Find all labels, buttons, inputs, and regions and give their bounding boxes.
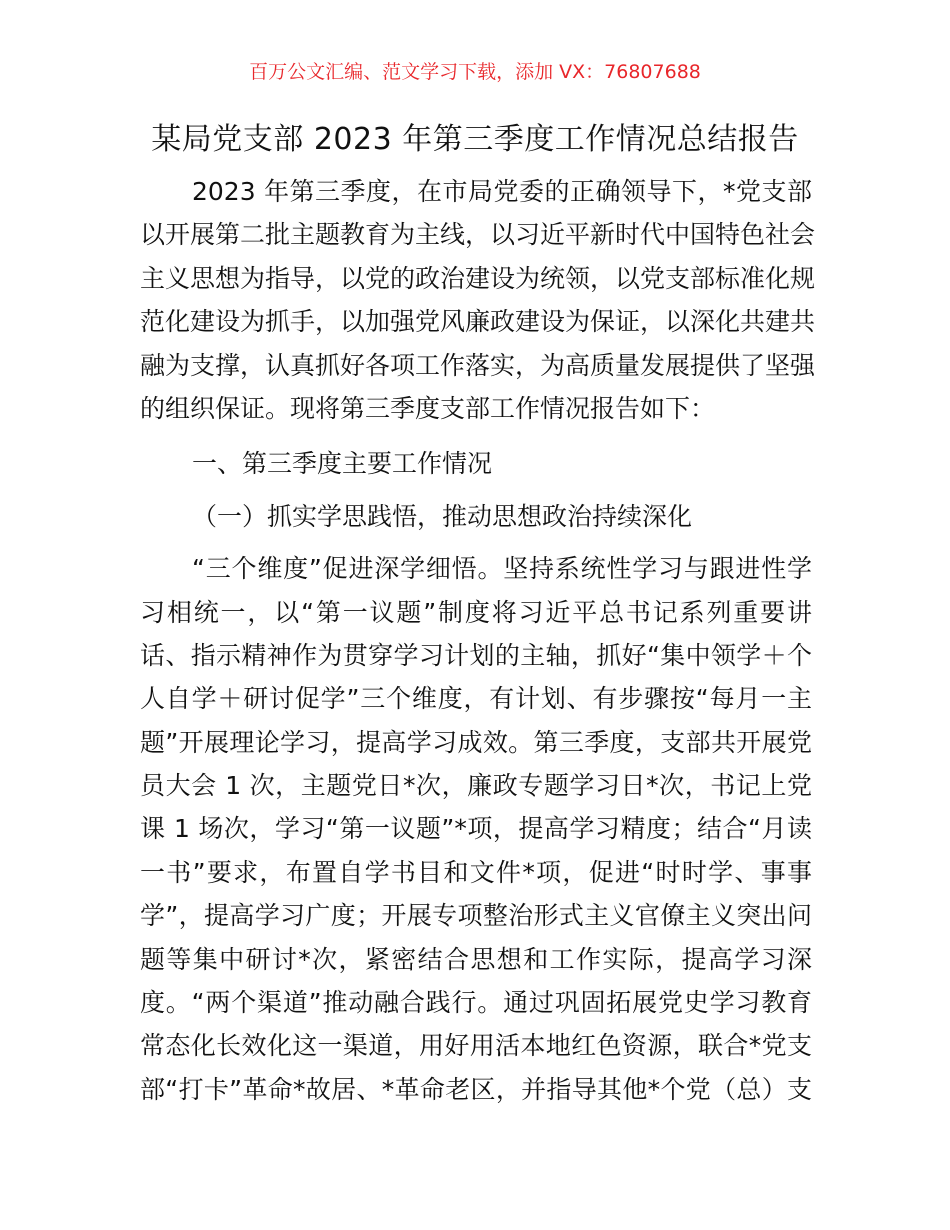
text-line: 以开展第二批主题教育为主线，以习近平新时代中国特色社会 <box>140 220 816 250</box>
text-line: 题”开展理论学习，提高学习成效。第三季度，支部共开展党 <box>140 727 812 757</box>
text-line: 话、指示精神作为贯穿学习计划的主轴，抓好“集中领学＋个 <box>140 640 812 670</box>
text-line: 习相统一，以“第一议题”制度将习近平总书记系列重要讲 <box>140 597 812 627</box>
document-title: 某局党支部 2023 年第三季度工作情况总结报告 <box>151 122 799 157</box>
text-line: 一书”要求，布置自学书目和文件*项，促进“时时学、事事 <box>140 857 812 887</box>
text-line: 人自学＋研讨促学”三个维度，有计划、有步骤按“每月一主 <box>140 684 812 714</box>
text-line: 课 1 场次，学习“第一议题”*项，提高学习精度；结合“月读 <box>140 814 812 844</box>
body-paragraph <box>140 547 812 1111</box>
text-line: 常态化长效化这一渠道，用好用活本地红色资源，联合*党支 <box>140 1031 812 1061</box>
text-line: 范化建设为抓手，以加强党风廉政建设为保证，以深化共建共 <box>140 307 816 337</box>
text-line: 员大会 1 次，主题党日*次，廉政专题学习日*次，书记上党 <box>140 771 812 801</box>
text-line: 学”，提高学习广度；开展专项整治形式主义官僚主义突出问 <box>140 901 812 931</box>
text-line: 融为支撑，认真抓好各项工作落实，为高质量发展提供了坚强 <box>140 350 816 380</box>
section-heading: 一、第三季度主要工作情况 <box>192 449 493 479</box>
text-line: 2023 年第三季度，在市局党委的正确领导下，*党支部 <box>192 177 812 206</box>
subsection-heading: （一）抓实学思践悟，推动思想政治持续深化 <box>192 501 693 531</box>
text-line: “三个维度”促进深学细悟。坚持系统性学习与跟进性学 <box>192 554 812 584</box>
text-line: 度。“两个渠道”推动融合践行。通过巩固拓展党史学习教育 <box>140 988 812 1018</box>
document-body <box>140 170 816 1111</box>
text-line: 部“打卡”革命*故居、*革命老区，并指导其他*个党（总）支 <box>140 1074 812 1104</box>
text-line: 主义思想为指导，以党的政治建设为统领，以党支部标准化规 <box>140 263 816 293</box>
intro-paragraph <box>140 170 816 430</box>
text-line: 题等集中研讨*次，紧密结合思想和工作实际，提高学习深 <box>140 944 812 974</box>
text-line: 的组织保证。现将第三季度支部工作情况报告如下： <box>140 393 716 423</box>
watermark-banner: 百万公文汇编、范文学习下载，添加 VX：76807688 <box>249 61 701 83</box>
